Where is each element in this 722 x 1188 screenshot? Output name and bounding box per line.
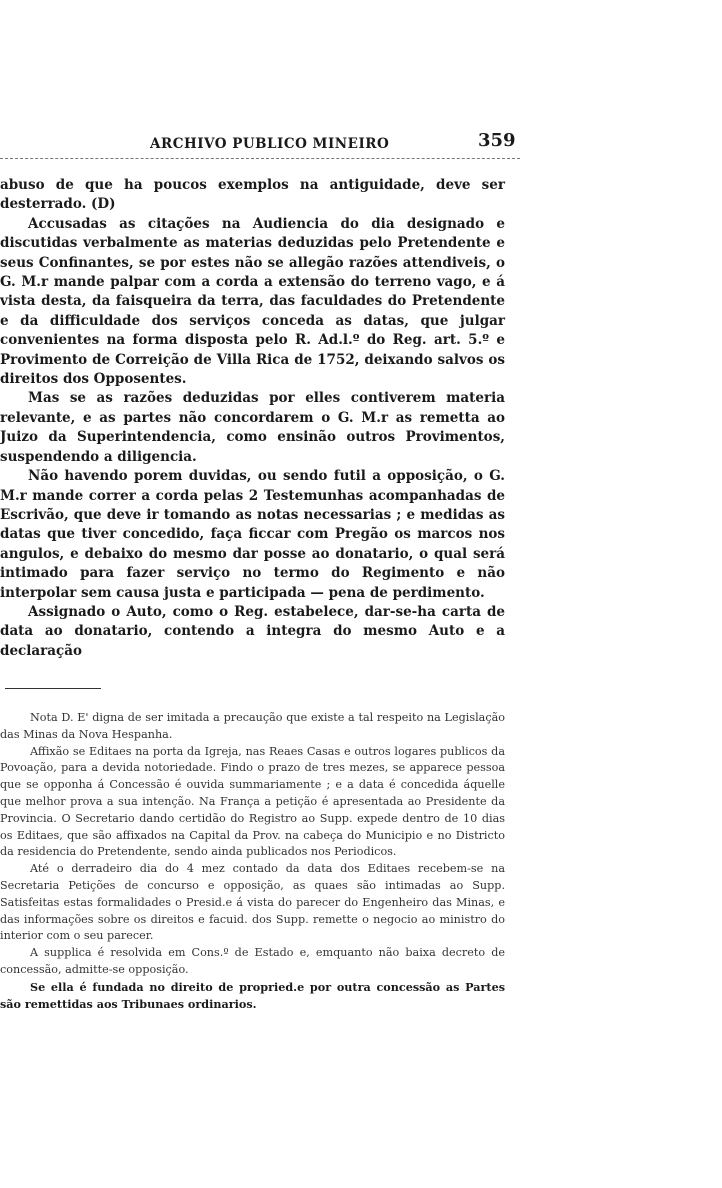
footnote: A supplica é resolvida em Cons.º de Estado e, emquanto não baixa decreto de concessão, admitte-se opposição.: [0, 946, 505, 976]
running-head: ARCHIVO PUBLICO MINEIRO: [150, 136, 390, 152]
page-number: 359: [478, 130, 516, 151]
main-text: [0, 176, 505, 661]
paragraph: Não havendo porem duvidas, ou sendo futil a opposição, o G. M.r mande correr a corda pelas 2 Testemunhas acompanhadas de Escrivão, que deve ir tomando as notas necessarias ; e medidas as datas que tiver concedido, faça ficcar com Pregão os marcos nos angulos, e debaixo do mesmo dar posse ao donatario, o qual será intimado para fazer serviço no termo do Regimento e não interpolar sem causa justa e participada — pena de perdimento.: [0, 468, 505, 601]
footnote: Se ella é fundada no direito de propried.e por outra concessão as Partes são remettidas aos Tribunaes ordinarios.: [0, 979, 505, 1011]
paragraph: Mas se as razões deduzidas por elles contiverem materia relevante, e as partes não concordarem o G. M.r as remetta ao Juizo da Superintendencia, como ensinão outros Provimentos, suspendendo a diligencia.: [0, 390, 505, 465]
footnotes: [0, 710, 505, 1012]
footnote: Affixão se Editaes na porta da Igreja, nas Reaes Casas e outros logares publicos da Povoação, para a devida notoriedade. Findo o prazo de tres mezes, se apparece pessoa que se opponha á Concessão é ouvida summariamente ; e a data é concedida áquelle que melhor prova a sua intenção. Na França a petição é apresentada ao Presidente da Provincia. O Secretario dando certidão do Registro ao Supp. expede dentro de 10 dias os Editaes, que são affixados na Capital da Prov. na cabeça do Municipio e no Districto da residencia do Pretendente, sendo ainda publicados nos Periodicos.: [0, 744, 505, 859]
page-header: [0, 128, 722, 168]
footnote: Até o derradeiro dia do 4 mez contado da data dos Editaes recebem-se na Secretaria Petições de concurso e opposição, as quaes são intimadas ao Supp. Satisfeitas estas formalidades o Presid.e á vista do parecer do Engenheiro das Minas, e das informações sobre os direitos e facuid. dos Supp. remette o negocio ao ministro do interior com o seu parecer.: [0, 862, 505, 943]
paragraph: Accusadas as citações na Audiencia do dia designado e discutidas verbalmente as materias deduzidas pelo Pretendente e seus Confinantes, se por estes não se allegão razões attendiveis, o G. M.r mande palpar com a corda a extensão do terreno vago, e á vista desta, da faisqueira da terra, das faculdades do Pretendente e da difficuldade dos serviços conceda as datas, que julgar convenientes na forma disposta pelo R. Ad.l.º do Reg. art. 5.º e Provimento de Correição de Villa Rica de 1752, deixando salvos os direitos dos Opposentes.: [0, 215, 505, 388]
footnote-rule: [5, 688, 101, 689]
paragraph-continuation: abuso de que ha poucos exemplos na antiguidade, deve ser desterrado. (D): [0, 177, 505, 213]
footnote: Nota D. E' digna de ser imitada a precaução que existe a tal respeito na Legislação das Minas da Nova Hespanha.: [0, 711, 505, 741]
header-rule: [0, 158, 520, 159]
paragraph: Assignado o Auto, como o Reg. estabelece, dar-se-ha carta de data ao donatario, contendo a integra do mesmo Auto e a declaração: [0, 603, 505, 659]
